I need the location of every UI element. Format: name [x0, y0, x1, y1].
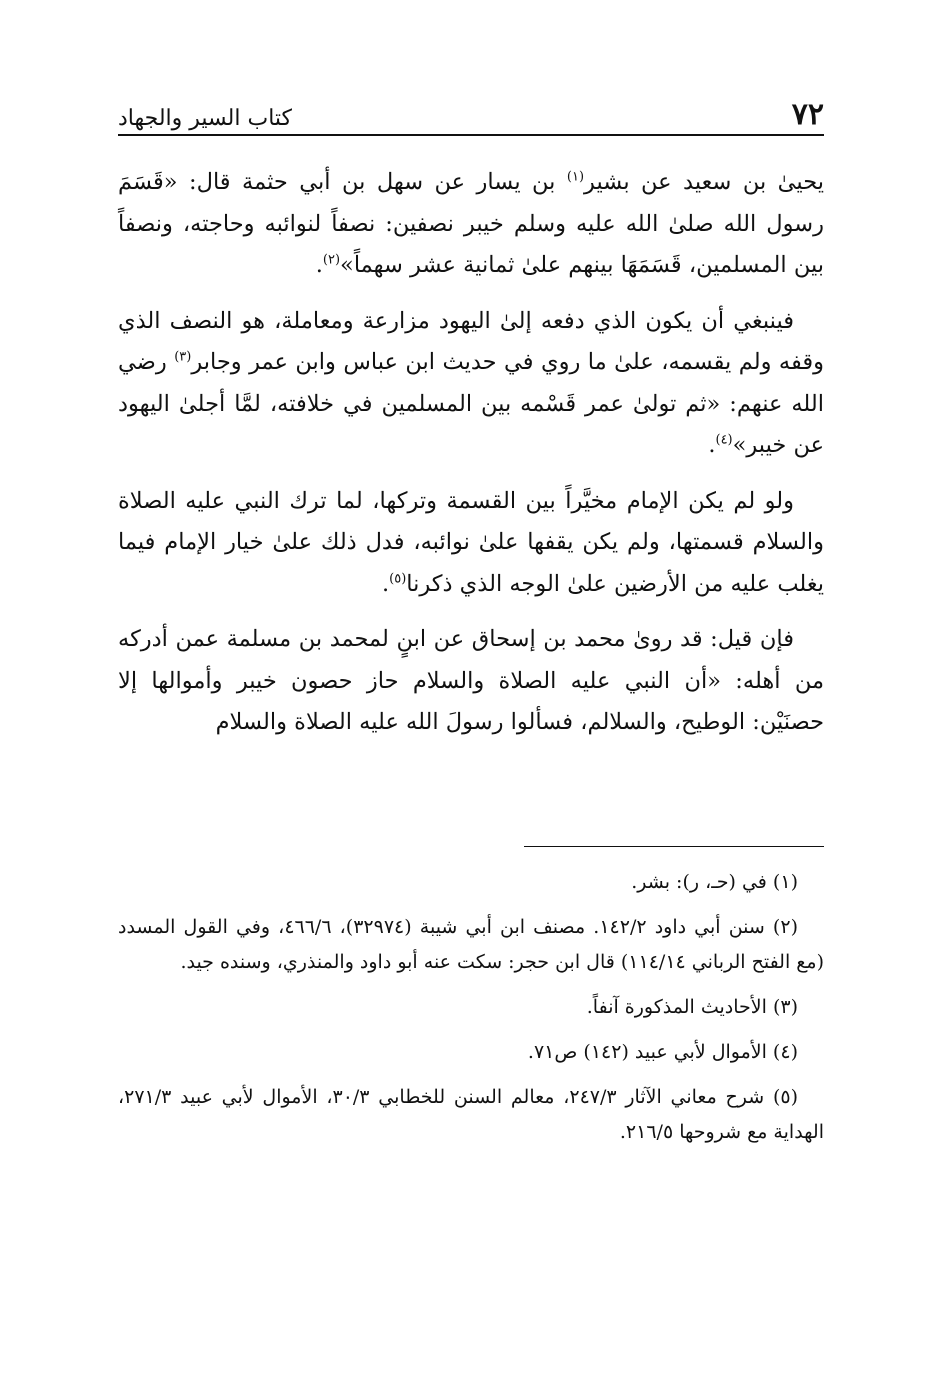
paragraph-text: . — [708, 432, 716, 458]
footnote-ref: (٢) — [322, 252, 341, 268]
paragraph-text: . — [381, 570, 390, 597]
footnote: (٥) شرح معاني الآثار ٢٤٧/٣، معالم السنن للخطابي ٣٠/٣، الأموال لأبي عبيد ٢٧١/٣، الهداية مع شروحها ٢١٦/٥. — [118, 1085, 824, 1143]
footnotes — [118, 865, 824, 1150]
footnote-ref: (٥) — [389, 571, 407, 586]
footnote-separator — [524, 846, 824, 847]
paragraph-text: ولو لم يكن الإمام مخيَّراً بين القسمة وتركها، لما ترك النبي عليه الصلاة والسلام قسمتها، ولم يكن يقفها علىٰ نوائبه، فدل ذلك علىٰ خيار الإمام فيما يغلب عليه من الأرضين علىٰ الوجه الذي ذكرنا — [118, 487, 824, 597]
paragraph-text: رضي الله عنهم: «ثم تولىٰ عمر قَسْمه بين المسلمين في خلافته، لمَّا أجلىٰ اليهود عن خيبر» — [118, 349, 824, 458]
book-page — [118, 92, 824, 1160]
paragraph-text: يحيىٰ بن سعيد عن بشير — [584, 169, 824, 195]
page-header — [118, 92, 824, 136]
paragraph — [118, 619, 824, 744]
main-text — [118, 162, 824, 744]
running-title: كتاب السير والجهاد — [118, 106, 293, 131]
footnote: (١) في (حـ، ر): بشر. — [631, 870, 798, 893]
footnote-ref: (١) — [566, 169, 585, 185]
paragraph — [118, 162, 824, 287]
footnote: (٤) الأموال لأبي عبيد (١٤٢) ص٧١. — [527, 1040, 798, 1063]
paragraph — [118, 301, 824, 467]
paragraph-text: فإن قيل: قد روىٰ محمد بن إسحاق عن ابنٍ لمحمد بن مسلمة عمن أدركه من أهله: «أن النبي عليه الصلاة والسلام حاز حصون خيبر وأموالها إلا حصنَيْن: الوطيح، والسلالم، فسألوا رسولَ الله عليه الصلاة والسلام — [118, 626, 824, 735]
footnote-ref: (٣) — [174, 349, 192, 365]
paragraph — [118, 481, 824, 606]
footnote: (٣) الأحاديث المذكورة آنفاً. — [586, 995, 798, 1018]
paragraph-text: . — [315, 252, 323, 278]
page-number: ٧٢ — [791, 97, 824, 132]
footnote-ref: (٤) — [715, 432, 733, 448]
footnote: (٢) سنن أبي داود ١٤٢/٢. مصنف ابن أبي شيبة (٣٢٩٧٤)، ٤٦٦/٦، وفي القول المسدد (مع الفتح الرباني ١١٤/١٤) قال ابن حجر: سكت عنه أبو داود والمنذري، وسنده جيد. — [118, 915, 824, 973]
paragraph-text: فينبغي أن يكون الذي دفعه إلىٰ اليهود مزارعة ومعاملة، هو النصف الذي وقفه ولم يقسمه، علىٰ ما روي في حديث ابن عباس وابن عمر وجابر — [118, 307, 824, 375]
paragraph-text: بن يسار عن سهل بن أبي حثمة قال: «قَسَمَ رسول الله صلىٰ الله عليه وسلم خيبر نصفين: نصفاً لنوائبه وحاجته، ونصفاً بين المسلمين، قَسَمَهَا بينهم علىٰ ثمانية عشر سهماً» — [118, 169, 824, 278]
